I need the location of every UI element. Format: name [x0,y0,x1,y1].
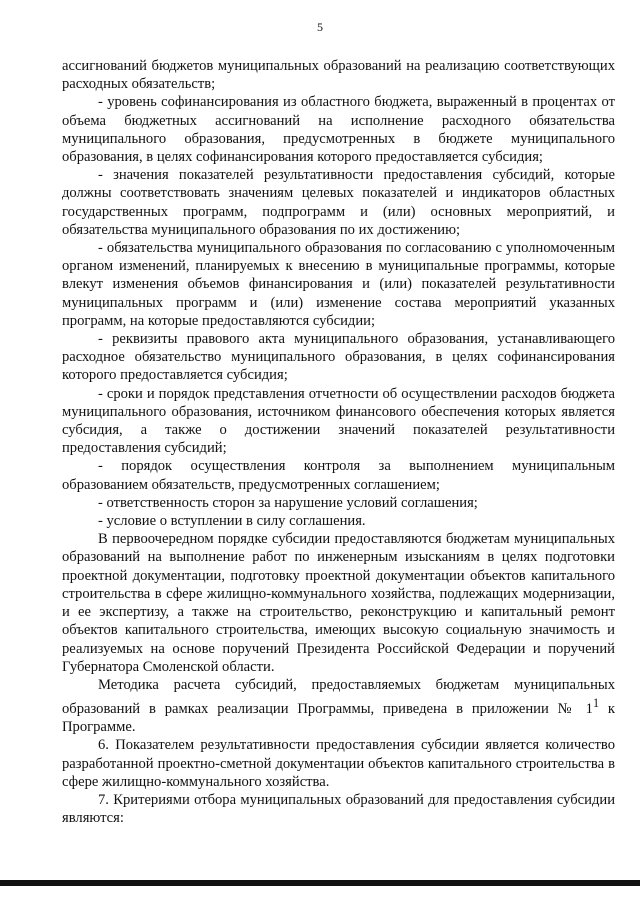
document-body [62,57,615,827]
methodology-text: Методика расчета субсидий, предоставляемых бюджетам муниципальных образований в рамках реализации Программы, приведена в приложении № 1 [62,676,615,717]
paragraph: ассигнований бюджетов муниципальных образований на реализацию соответствующих расходных обязательств; [62,58,615,93]
bottom-rule [0,880,640,886]
methodology-tail: к Программе. [62,700,615,736]
superscript: 1 [592,696,600,711]
list-item: - условие о вступлении в силу соглашения. [98,513,366,530]
list-item: - сроки и порядок представления отчетности об осуществлении расходов бюджета муниципального образования, источником финансового обеспечения которых является субсидия, а также о достижении значений показателей результативности предоставления субсидий; [62,385,615,457]
paragraph-item-6: 6. Показателем результативности предоставления субсидии является количество разработанной проектно-сметной документации объектов капитального строительства в сфере жилищно-коммунального хозяйства. [62,737,615,790]
list-item: - значения показателей результативности предоставления субсидий, которые должны соответствовать значениям целевых показателей и индикаторов областных государственных программ, подпрограмм и (или) основных мероприятий, и обязательства муниципального образования по их достижению; [62,167,615,238]
list-item: - порядок осуществления контроля за выполнением муниципальным образованием обязательств, предусмотренных соглашением; [62,458,615,493]
list-item: - уровень софинансирования из областного бюджета, выраженный в процентах от объема бюджетных ассигнований на исполнение расходного обязательства муниципального образования, предусмотренных в бюджете муниципального образования, в целях софинансирования которого предоставляется субсидия; [62,94,615,166]
list-item: - обязательства муниципального образования по согласованию с уполномоченным органом изменений, планируемых к внесению в муниципальные программы, которые влекут изменения объемов финансирования и (или) показателей результативности муниципальных программ и (или) изменение состава мероприятий указанных программ, на которые предоставляются субсидии; [62,240,615,329]
list-item: - реквизиты правового акта муниципального образования, устанавливающего расходное обязательство муниципального образования, в целях софинансирования которого предоставляется субсидия; [62,331,615,384]
list-item: - ответственность сторон за нарушение условий соглашения; [98,494,478,511]
paragraph-item-7: 7. Критериями отбора муниципальных образований для предоставления субсидии являются: [62,791,615,827]
page-number: 5 [317,20,323,34]
paragraph-methodology [62,676,615,736]
paragraph-priority: В первоочередном порядке субсидии предоставляются бюджетам муниципальных образований на выполнение работ по инженерным изысканиям в целях подготовки проектной документации, подготовку проектной документации объектов капитального строительства в сфере жилищно-коммунального хозяйства, подлежащих модернизации, и ее экспертизу, а также на строительство, реконструкцию и капитальный ремонт объектов капитального строительства, имеющих высокую социальную значимость и реализуемых на основе поручений Президента Российской Федерации и поручений Губернатора Смоленской области. [62,531,615,675]
